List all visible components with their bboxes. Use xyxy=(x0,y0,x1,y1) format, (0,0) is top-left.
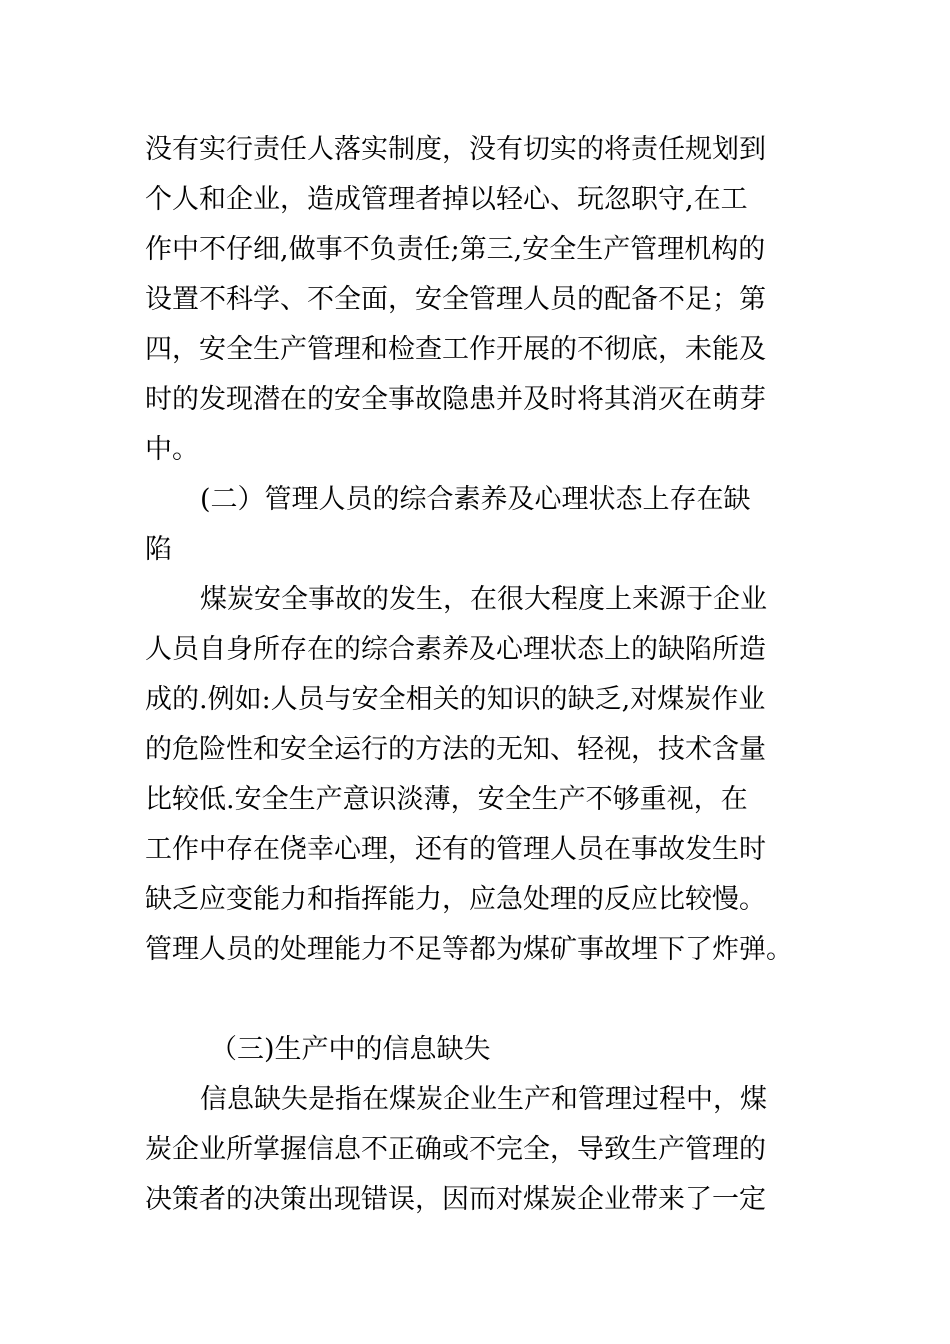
paragraph-line-3: 作中不仔细,做事不负责任;第三,安全生产管理机构的 xyxy=(145,234,766,265)
paragraph-line-16: 缺乏应变能力和指挥能力，应急处理的反应比较慢。 xyxy=(145,884,766,915)
paragraph-line-10: 煤炭安全事故的发生，在很大程度上来源于企业 xyxy=(200,584,767,615)
paragraph-line-20: 炭企业所掌握信息不正确或不完全，导致生产管理的 xyxy=(145,1134,766,1165)
section-heading-2-cont: 陷 xyxy=(145,534,172,565)
paragraph-line-13: 的危险性和安全运行的方法的无知、轻视，技术含量 xyxy=(145,734,766,765)
paragraph-line-14: 比较低.安全生产意识淡薄，安全生产不够重视，在 xyxy=(145,784,748,815)
section-heading-2: (二）管理人员的综合素养及心理状态上存在缺 xyxy=(200,484,751,515)
paragraph-line-2: 个人和企业，造成管理者掉以轻心、玩忽职守,在工 xyxy=(145,184,748,215)
paragraph-line-15: 工作中存在侥幸心理，还有的管理人员在事故发生时 xyxy=(145,834,766,865)
paragraph-line-7: 中。 xyxy=(145,434,199,465)
paragraph-line-6: 时的发现潜在的安全事故隐患并及时将其消灭在萌芽 xyxy=(145,384,766,415)
paragraph-line-4: 设置不科学、不全面，安全管理人员的配备不足；第 xyxy=(145,284,766,315)
paragraph-line-19: 信息缺失是指在煤炭企业生产和管理过程中，煤 xyxy=(200,1084,767,1115)
paragraph-line-11: 人员自身所存在的综合素养及心理状态上的缺陷所造 xyxy=(145,634,766,665)
paragraph-line-5: 四，安全生产管理和检查工作开展的不彻底，未能及 xyxy=(145,334,766,365)
paragraph-line-12: 成的.例如:人员与安全相关的知识的缺乏,对煤炭作业 xyxy=(145,684,766,715)
paragraph-line-17: 管理人员的处理能力不足等都为煤矿事故埋下了炸弹。 xyxy=(145,934,793,965)
paragraph-line-1: 没有实行责任人落实制度，没有切实的将责任规划到 xyxy=(145,134,766,165)
paragraph-line-21: 决策者的决策出现错误，因而对煤炭企业带来了一定 xyxy=(145,1184,766,1215)
section-heading-3: （三)生产中的信息缺失 xyxy=(210,1034,491,1065)
